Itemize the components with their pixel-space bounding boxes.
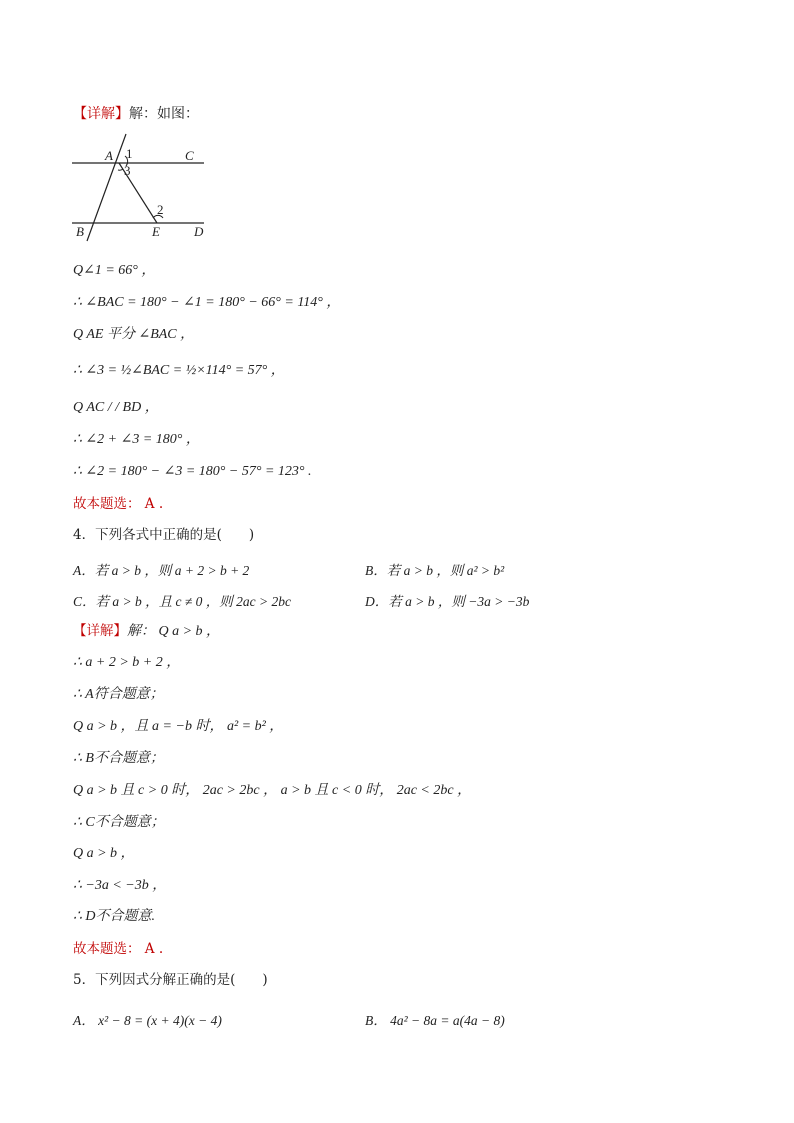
step-4-9: ∴ D不合题意. (73, 909, 156, 924)
q4-option-b: B．若 a > b ，则 a² > b² (365, 563, 505, 578)
label-e: E (152, 224, 160, 239)
geometry-figure (68, 128, 218, 248)
answer-4: 故本题选： A . (73, 941, 164, 957)
q4-option-c: C．若 a > b ，且 c ≠ 0 ，则 2ac > 2bc (73, 594, 291, 609)
label-3: 3 (124, 163, 131, 178)
step-4-2: ∴ A符合题意； (73, 687, 164, 702)
label-2: 2 (157, 202, 164, 217)
step-4-6: ∴ C不合题意； (73, 815, 165, 830)
question-5-stem: 5．下列因式分解正确的是( ) (73, 972, 268, 988)
step-4-4: ∴ B不合题意； (73, 751, 164, 766)
step-4-7: Q a > b ， (73, 846, 135, 861)
step-3-7: ∴ ∠2 = 180° − ∠3 = 180° − 57° = 123° . (73, 464, 312, 479)
step-3-3: Q AE 平分 ∠BAC ， (73, 327, 195, 342)
question-4-stem: 4．下列各式中正确的是( ) (73, 527, 255, 543)
q4-option-d: D．若 a > b ，则 −3a > −3b (365, 594, 530, 609)
q4-option-a: A．若 a > b ，则 a + 2 > b + 2 (73, 563, 250, 578)
label-b: B (76, 224, 84, 239)
label-d: D (194, 224, 204, 239)
step-4-3: Q a > b ，且 a = −b 时， a² = b² ， (73, 719, 284, 734)
label-a: A (105, 148, 113, 163)
step-3-5: Q AC / / BD ， (73, 400, 159, 415)
detail-heading-4 (73, 622, 220, 641)
step-3-2: ∴ ∠BAC = 180° − ∠1 = 180° − 66° = 114° ， (73, 295, 341, 310)
detail-tag: 【详解】 (73, 106, 129, 122)
detail-first-4: 解： Q a > b ， (127, 624, 221, 639)
step-4-1: ∴ a + 2 > b + 2 ， (73, 655, 181, 670)
answer-3: 故本题选： A . (73, 496, 164, 512)
step-3-4: ∴ ∠3 = ½∠BAC = ½×114° = 57° ， (73, 363, 285, 378)
detail-tag-4: 【详解】 (73, 623, 127, 639)
step-4-5: Q a > b 且 c > 0 时， 2ac > 2bc ， a > b 且 c < 0 时， 2ac < 2bc ， (73, 783, 472, 798)
detail-intro: 解：如图： (129, 106, 199, 122)
label-c: C (185, 148, 194, 163)
angle-3-arc (118, 169, 123, 170)
step-3-6: ∴ ∠2 + ∠3 = 180° ， (73, 432, 200, 447)
step-3-1: Q∠1 = 66° ， (73, 263, 156, 278)
q5-option-b: B． 4a² − 8a = a(4a − 8) (365, 1013, 505, 1028)
step-4-8: ∴ −3a < −3b ， (73, 878, 167, 893)
label-1: 1 (126, 146, 133, 161)
q5-option-a: A． x² − 8 = (x + 4)(x − 4) (73, 1013, 222, 1028)
detail-heading-3 (73, 103, 199, 123)
